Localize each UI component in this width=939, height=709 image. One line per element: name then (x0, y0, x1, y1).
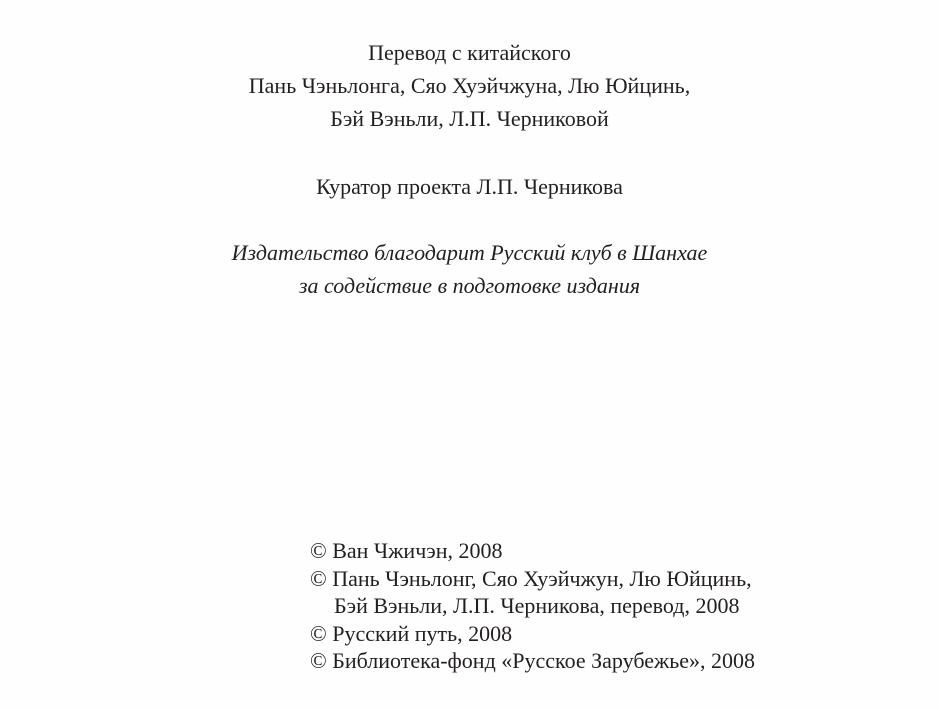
copyright-line: © Ван Чжичэн, 2008 (310, 538, 503, 563)
copyright-line: © Пань Чэньлонг, Сяо Хуэйчжун, Лю Юйцинь, (310, 565, 752, 591)
translators-line: Бэй Вэньли, Л.П. Черниковой (330, 106, 609, 131)
translators-line: Пань Чэньлонга, Сяо Хуэйчжуна, Лю Юйцинь, (248, 73, 691, 98)
copyright-line: © Русский путь, 2008 (310, 620, 513, 646)
copyright-line: © Библиотека-фонд «Русское Зарубежье», 2008 (310, 648, 756, 673)
acknowledgement (0, 236, 939, 302)
copyright-line: Бэй Вэньли, Л.П. Черникова, перевод, 2008 (334, 593, 740, 618)
curator-line: Куратор проекта Л.П. Черникова (316, 174, 623, 199)
curator-credit (0, 170, 939, 203)
copyright-notices (310, 537, 870, 675)
acknowledgement-line: за содействие в подготовке издания (298, 273, 641, 298)
translation-credits (0, 36, 939, 135)
acknowledgement-line: Издательство благодарит Русский клуб в Шанхае (231, 240, 708, 265)
translation-heading: Перевод с китайского (368, 40, 571, 65)
